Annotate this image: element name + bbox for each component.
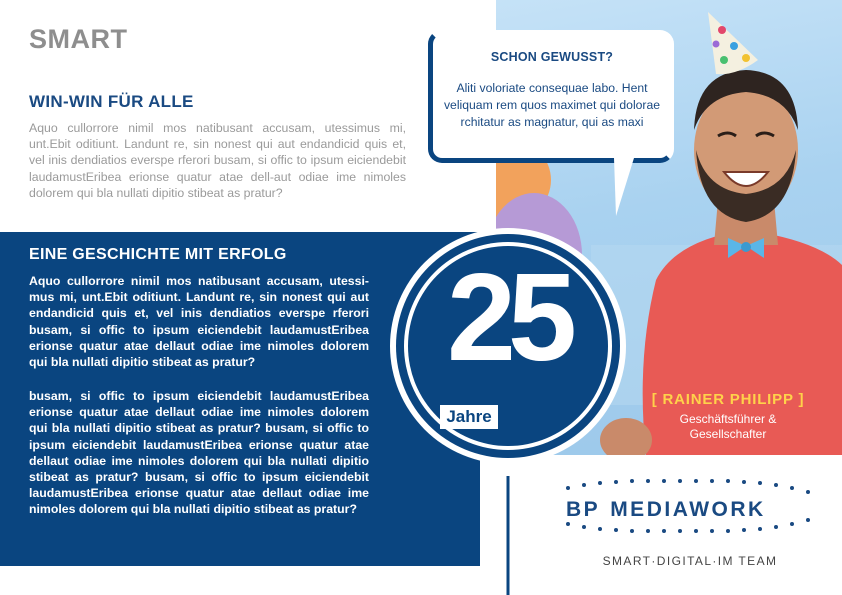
logo-tagline: SMART·DIGITAL·IM TEAM xyxy=(602,554,778,568)
anniversary-unit: Jahre xyxy=(440,405,498,429)
person-role-line-2: Gesellschafter xyxy=(689,427,767,441)
hat-dot xyxy=(730,42,738,50)
logo-bp: BP xyxy=(566,498,601,521)
person-role-line-1: Geschäftsführer & xyxy=(679,412,777,426)
person-name: [ RAINER PHILIPP ] xyxy=(651,391,805,408)
story-paragraph-2: busam, si offic to ipsum eiciendebit laudamustEribea erionse quatur atae dellaut odiae ime nimoles dolorem qui bla nullati dipitio stibeat as pratur? busam, si offic to ipsum eiciendebit laudamustEribea erionse quatur atae dellaut odiae ime nimoles dolorem qui bla nullati dipitio stibeat as pratur? busam, si offic to ipsum eiciendebit laudamustEribea erionse quatur atae dellaut odiae ime nimoles dolorem qui bla nullati dipitio stibeat as pratur? xyxy=(29,389,369,517)
logo-mediawork: MEDIAWORK xyxy=(610,498,766,521)
brand-heading: SMART xyxy=(29,24,128,54)
win-win-paragraph: Aquo cullorrore nimil mos natibusant accusam, utessimus mi, unt.Ebit oditiunt. Landunt re, sin nonest qui aut endandicid quis et, vel inis dendiatios everspe rferori busam, si offic to ipsum eiciendebit laudamustEribea erionse quatur atae dell-aut odiae ime nimoles dolorem qui bla nullati dipitio stibeat as pratur? xyxy=(29,121,406,200)
hat-dot xyxy=(713,41,720,48)
win-win-heading: WIN-WIN FÜR ALLE xyxy=(29,92,194,111)
hat-dot xyxy=(720,56,728,64)
bubble-text: Aliti voloriate consequae labo. Hent veliquam rem quos maximet qui dolorae rchitatur as magnatur, qui as maxi xyxy=(443,81,661,129)
anniversary-number: 25 xyxy=(447,249,569,387)
story-paragraph-1: Aquo cullorrore nimil mos natibusant accusam, utessi-mus mi, unt.Ebit oditiunt. Landunt re, sin nonest qui aut endandicid quis et, vel inis dendiatios everspe rferori busam, si offic to ipsum eiciendebit laudamustEribea erionse quatur atae dellaut odiae ime nimoles dolorem qui bla nullati dipitio stibeat as pratur? xyxy=(29,274,369,370)
bp-mediawork-logo xyxy=(566,498,766,522)
person-role xyxy=(626,412,830,442)
story-heading: EINE GESCHICHTE MIT ERFOLG xyxy=(29,246,287,263)
hat-dot xyxy=(718,26,726,34)
speech-bubble-tail xyxy=(612,158,636,218)
bow-tie-knot xyxy=(741,242,751,252)
hat-dot xyxy=(742,54,750,62)
bubble-title: SCHON GEWUSST? xyxy=(490,50,614,64)
